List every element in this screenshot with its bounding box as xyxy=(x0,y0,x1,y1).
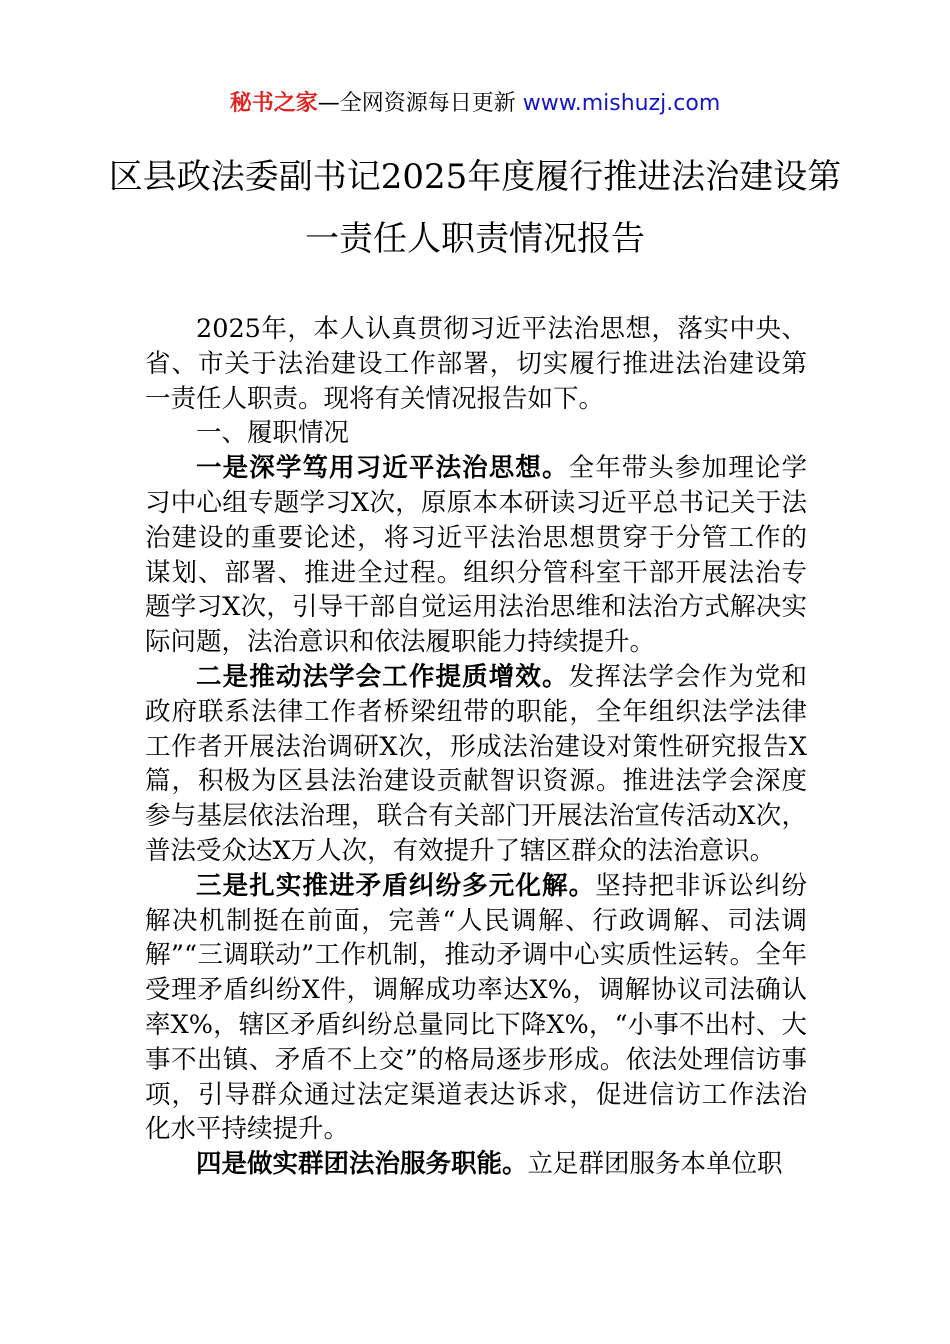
item-text: 全年带头参加理论学习中心组专题学习X次，原原本本研读习近平总书记关于法治建设的重要论述，将习近平法治思想贯穿于分管工作的谋划、部署、推进全过程。组织分管科室干部开展法治专题学习X次，引导干部自觉运用法治思维和法治方式解决实际问题，法治意识和依法履职能力持续提升。 xyxy=(145,453,807,658)
item-lead: 三是扎实推进矛盾纠纷多元化解。 xyxy=(196,870,596,901)
item-lead: 一是深学笃用习近平法治思想。 xyxy=(196,453,569,484)
item-lead: 二是推动法学会工作提质增效。 xyxy=(196,661,569,692)
item-paragraph xyxy=(145,451,807,660)
intro-paragraph: 2025年，本人认真贯彻习近平法治思想，落实中央、省、市关于法治建设工作部署，切实履行推进法治建设第一责任人职责。现将有关情况报告如下。 xyxy=(145,314,807,414)
site-url-link[interactable]: www.mishuzj.com xyxy=(522,91,721,116)
site-brand: 秘书之家 xyxy=(229,91,318,116)
item-paragraph xyxy=(145,1147,807,1182)
document-body xyxy=(145,312,807,1182)
item-paragraph xyxy=(145,869,807,1147)
item-text: 发挥法学会作为党和政府联系法律工作者桥梁纽带的职能，全年组织法学法律工作者开展法治调研X次，形成法治建设对策性研究报告X篇，积极为区县法治建设贡献智识资源。推进法学会深度参与基层依法治理，联合有关部门开展法治宣传活动X次，普法受众达X万人次，有效提升了辖区群众的法治意识。 xyxy=(145,661,807,866)
item-text: 立足群团服务本单位职 xyxy=(527,1149,783,1180)
section-heading: 一、履职情况 xyxy=(196,418,350,449)
item-paragraph xyxy=(145,660,807,869)
site-header xyxy=(0,88,950,120)
item-lead: 四是做实群团法治服务职能。 xyxy=(196,1149,528,1180)
document-title: 区县政法委副书记2025年度履行推进法治建设第一责任人职责情况报告 xyxy=(108,157,842,259)
item-text: 坚持把非诉讼纠纷解决机制挺在前面，完善“人民调解、行政调解、司法调解”“三调联动”工作机制，推动矛调中心实质性运转。全年受理矛盾纠纷X件，调解成功率达X%，调解协议司法确认率X%，辖区矛盾纠纷总量同比下降X%，“小事不出村、大事不出镇、矛盾不上交”的格局逐步形成。依法处理信访事项，引导群众通过法定渠道表达诉求，促进信访工作法治化水平持续提升。 xyxy=(145,870,807,1145)
site-tagline: —全网资源每日更新 xyxy=(317,91,523,116)
